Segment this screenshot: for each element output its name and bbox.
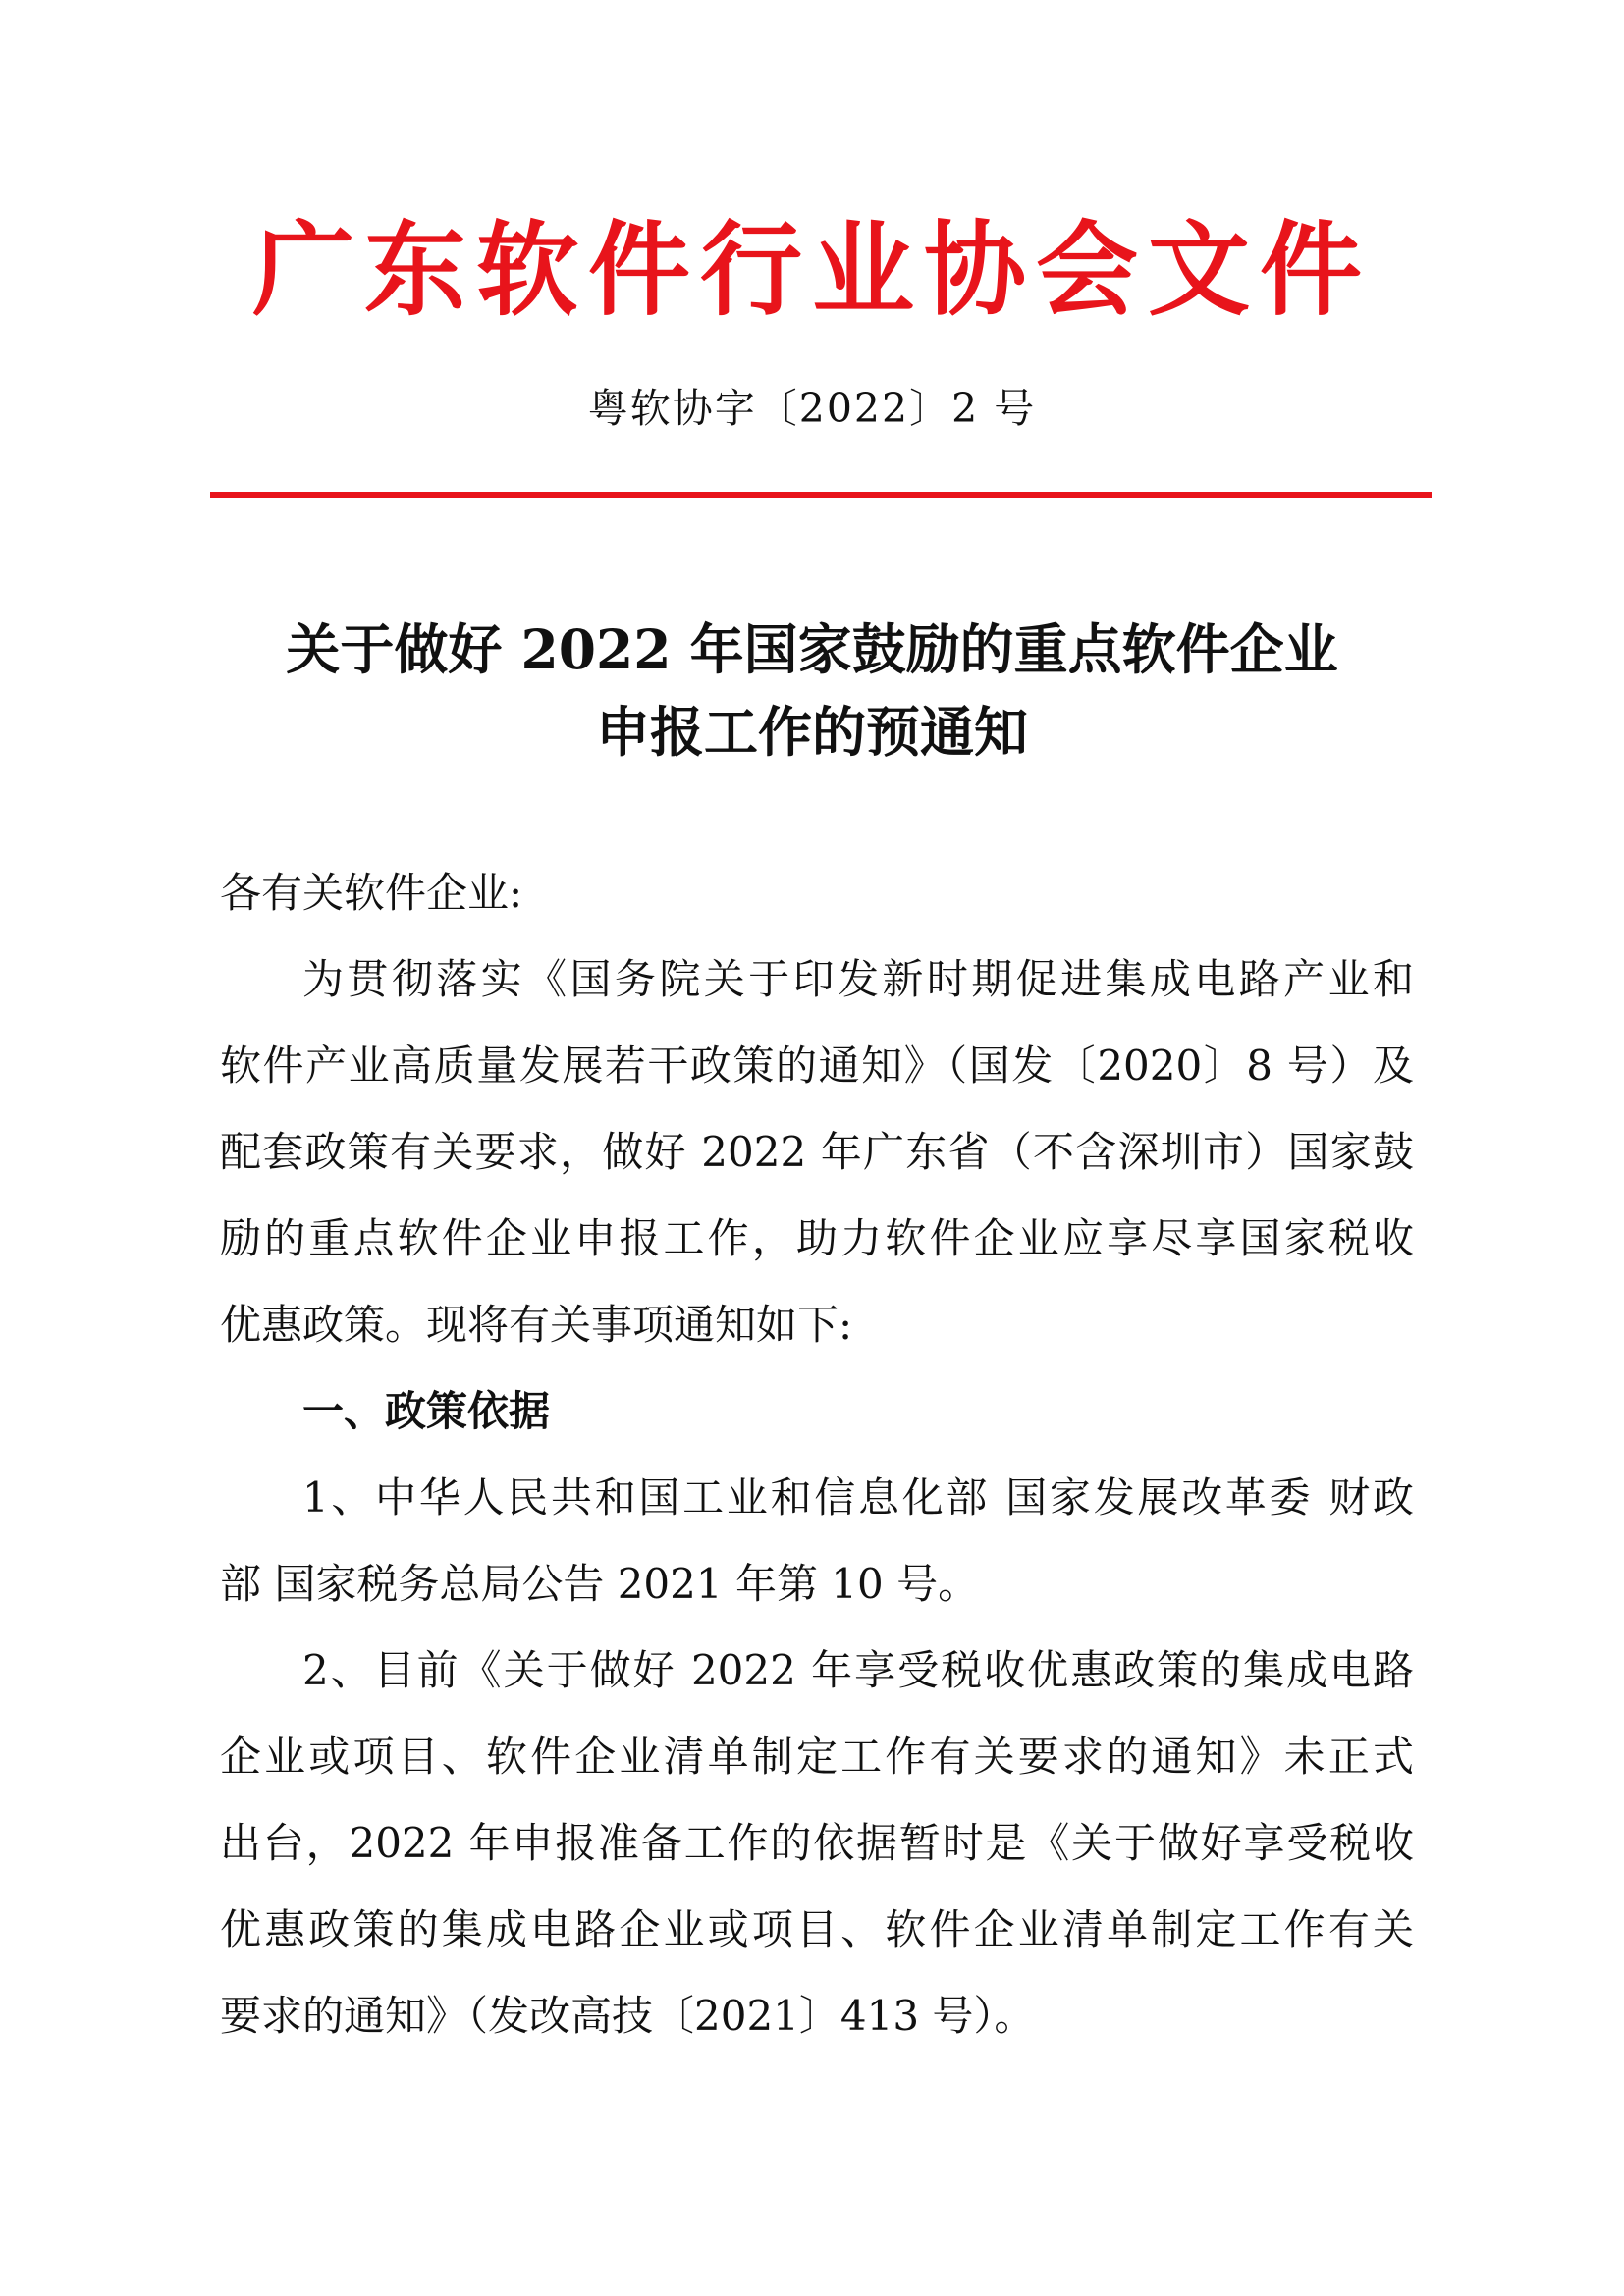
paragraph-line: 优惠政策的集成电路企业或项目、软件企业清单制定工作有关 xyxy=(220,1905,1414,1953)
paragraph-line: 1、中华人民共和国工业和信息化部 国家发展改革委 财政 xyxy=(302,1473,1414,1522)
paragraph-line: 出台，2022 年申报准备工作的依据暂时是《关于做好享受税收 xyxy=(220,1819,1414,1867)
paragraph-line: 部 国家税务总局公告 2021 年第 10 号。 xyxy=(220,1560,980,1608)
paragraph-line: 优惠政策。现将有关事项通知如下: xyxy=(220,1301,853,1349)
paragraph-line: 励的重点软件企业申报工作，助力软件企业应享尽享国家税收 xyxy=(220,1214,1414,1262)
red-separator-line xyxy=(210,492,1432,498)
section-heading: 一、政策依据 xyxy=(302,1387,551,1435)
paragraph-line: 企业或项目、软件企业清单制定工作有关要求的通知》未正式 xyxy=(220,1733,1414,1781)
notice-title xyxy=(147,609,1477,774)
notice-title-line-2: 申报工作的预通知 xyxy=(595,700,1028,764)
paragraph-line: 要求的通知》（发改高技〔2021〕413 号）。 xyxy=(220,1992,1036,2040)
paragraph-line: 2、目前《关于做好 2022 年享受税收优惠政策的集成电路 xyxy=(302,1646,1414,1694)
paragraph-line: 配套政策有关要求，做好 2022 年广东省（不含深圳市）国家鼓 xyxy=(220,1128,1414,1176)
notice-title-line-1: 关于做好 2022 年国家鼓励的重点软件企业 xyxy=(286,617,1338,681)
paragraph-line: 软件产业高质量发展若干政策的通知》（国发〔2020〕8 号）及 xyxy=(220,1041,1414,1090)
paragraph-line: 为贯彻落实《国务院关于印发新时期促进集成电路产业和 xyxy=(302,955,1414,1003)
salutation: 各有关软件企业: xyxy=(220,869,523,917)
notice-body xyxy=(220,850,1414,2059)
organization-header-title: 广东软件行业协会文件 xyxy=(251,209,1372,330)
document-number: 粤软协字〔2022〕2 号 xyxy=(587,385,1037,432)
